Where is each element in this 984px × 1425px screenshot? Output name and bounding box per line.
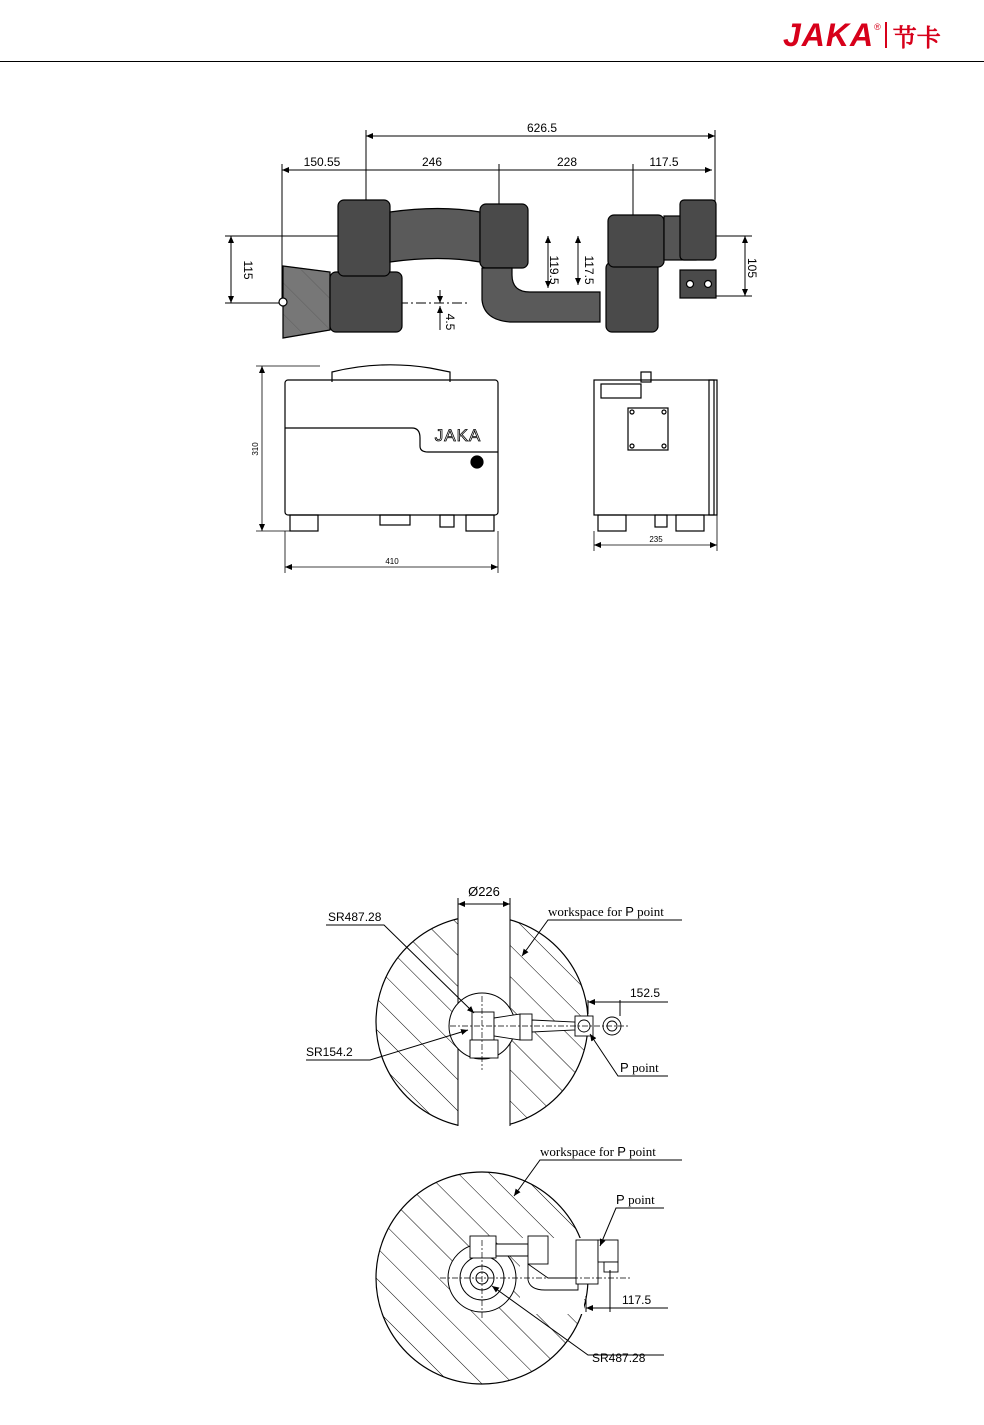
svg-text:workspace for P point [548, 904, 664, 919]
logo-latin: JAKA [783, 16, 875, 53]
ws1-sr-outer: SR487.28 [328, 910, 382, 924]
ws1-diameter: Ø226 [468, 884, 500, 899]
dim-seg3: 228 [556, 155, 578, 169]
ws2-p-letter: P [616, 1192, 625, 1207]
ws1-workspace-p: P [625, 904, 634, 919]
workspace-diagram-1 [306, 898, 682, 1130]
ws1-workspace-label: workspace for [548, 904, 622, 919]
dim-box-height: 310 [251, 442, 260, 456]
ws2-workspace-p: P [617, 1144, 626, 1159]
ws1-p-word: point [632, 1060, 659, 1075]
dim-box-width: 410 [385, 557, 399, 566]
dim-seg2: 246 [421, 155, 443, 169]
ws2-p-word: point [628, 1192, 655, 1207]
ws2-offset: 117.5 [622, 1293, 652, 1307]
ws2-workspace-point: point [629, 1144, 656, 1159]
dim-seg1: 150.55 [303, 155, 341, 169]
ws2-sr-outer: SR487.28 [592, 1351, 646, 1365]
dim-total: 626.5 [526, 121, 558, 135]
ws1-workspace-point: point [637, 904, 664, 919]
ws2-workspace-label: workspace for [540, 1144, 614, 1159]
dim-h-mid1: 119.5 [547, 255, 561, 285]
dim-h-mid2: 117.5 [582, 255, 596, 285]
box-logo-text: JAKA [434, 426, 482, 445]
ws1-p-letter: P [620, 1060, 629, 1075]
robot-arm-top-view [279, 200, 716, 338]
ws1-sr-inner: SR154.2 [306, 1045, 353, 1059]
logo-registered-mark: ® [874, 22, 881, 32]
dim-box-side-width: 235 [649, 535, 663, 544]
dim-h-left: 115 [241, 260, 255, 280]
ws1-offset: 152.5 [630, 986, 661, 1000]
control-box-front-view [285, 365, 498, 531]
dim-seg4: 117.5 [649, 155, 679, 169]
control-box-front-dimensions [256, 366, 498, 573]
svg-text:P point [616, 1192, 655, 1207]
control-box-side-view [594, 372, 717, 531]
dim-h-right: 105 [745, 257, 759, 279]
logo-chinese: 节卡 [892, 23, 941, 52]
svg-text:workspace for P point [540, 1144, 656, 1159]
dim-offset: 4.5 [443, 313, 457, 331]
svg-text:P point [620, 1060, 659, 1075]
